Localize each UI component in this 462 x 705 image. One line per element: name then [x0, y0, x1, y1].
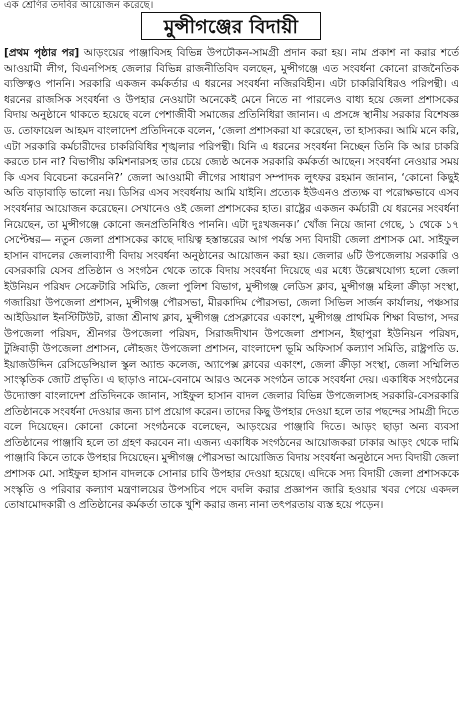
headline: মুন্সীগঞ্জের বিদায়ী — [141, 12, 321, 40]
article-paragraph — [4, 46, 459, 514]
clipped-previous-line: এক শ্রেণির তদবির আয়োজন করেছে। — [4, 0, 154, 11]
article-body — [4, 46, 459, 698]
continuation-lead: [প্রথম পৃষ্ঠার পর] — [4, 47, 80, 59]
article-text: আড়ংয়ের পাঞ্জাবিসহ বিভিন্ন উপঢৌকন-সামগ্রী প্রদান করা হয়। নাম প্রকাশ না করার শর্তে আওয়ামী লীগ, বিএনপিসহ জেলার বিভিন্ন রাজনীতিবিদ বলছেন, মুন্সীগঞ্জে এত সংবর্ধনা কোনো রাজনৈতিক ব্যক্তিত্বও পাননি। সরকারি একজন কর্মকর্তার এ ধরনের সংবর্ধনা নজিরবিহীন। এটা চাকরিবিধিরও পরিপন্থী। এ ধরনের রাজসিক সংবর্ধনা ও উপহার নেওয়াটা অনেকেই মেনে নিতে না পারলেও বাধ্য হয়ে জেলা প্রশাসকের বিদায় অনুষ্ঠানে থাকতে হয়েছে বলে পেশাজীবী সমাজের প্রতিনিধিরা জানান। এ প্রসঙ্গে স্থানীয় সরকার বিশেষজ্ঞ ড. তোফায়েল আহমদ বাংলাদেশ প্রতিদিনকে বলেন, ‘জেলা প্রশাসকরা যা করেছেন, তা হাস্যকর। আমি মনে করি, এটা সরকারি কর্মচারীদের চাকরিবিধির শৃঙ্খলার পরিপন্থী। যিনি এ ধরনের সংবর্ধনা নিচ্ছেন তিনি কি আর চাকরি করতে চান না? বিভাগীয় কমিশনারসহ তার চেয়ে জ্যেষ্ঠ অনেক সরকারি কর্মকর্তা আছেন। সংবর্ধনা নেওয়ার সময় কি এসব বিবেচনা করেননি?’ জেলা আওয়ামী লীগের সাধারণ সম্পাদক লুৎফর রহমান জানান, ‘কোনো কিছুই অতি বাড়াবাড়ি ভালো নয়। ডিসির এসব সংবর্ধনায় আমি যাইনি। প্রত্যেক ইউএনও প্রত্যক্ষ বা পরোক্ষভাবে এসব সংবর্ধনার আয়োজন করেছেন। সেখানেও ওই জেলা প্রশাসকের হাত। রাষ্ট্রের একজন কর্মচারী যে ধরনের সংবর্ধনা নিয়েছেন, তা মুন্সীগঞ্জে কোনো জনপ্রতিনিধিও পাননি। এটা দুঃখজনক।’ খোঁজ নিয়ে জানা গেছে, ১ থেকে ১৭ সেপ্টেম্বর— নতুন জেলা প্রশাসকের কাছে দায়িত্ব হস্তান্তরের আগ পর্যন্ত সদ্য বিদায়ী জেলা প্রশাসক মো. সাইফুল হাসান বাদলের জেলাব্যাপী বিদায় সংবর্ধনা অনুষ্ঠানের আয়োজন করা হয়। জেলার ৬টি উপজেলায় সরকারি ও বেসরকারি যেসব প্রতিষ্ঠান ও সংগঠন থেকে তাকে বিদায় সংবর্ধনা দিয়েছে এর মধ্যে উল্লেখযোগ্য হলো জেলা ইউনিয়ন পরিষদ সেক্রেটারি সমিতি, জেলা পুলিশ বিভাগ, মুন্সীগঞ্জ লেডিস ক্লাব, মুন্সীগঞ্জ মহিলা ক্রীড়া সংস্থা, গজারিয়া উপজেলা প্রশাসন, মুন্সীগঞ্জ পৌরসভা, মীরকাদিম পৌরসভা, জেলা সিভিল সার্জন কার্যালয়, পঞ্চসার আইডিয়াল ইনস্টিটিউট, রাজা শ্রীনাথ ক্লাব, মুন্সীগঞ্জ প্রেসক্লাবের একাংশ, মুন্সীগঞ্জ প্রাথমিক শিক্ষা বিভাগ, সদর উপজেলা পরিষদ, শ্রীনগর উপজেলা পরিষদ, সিরাজদীখান উপজেলা প্রশাসন, ইছাপুরা ইউনিয়ন পরিষদ, টুঙ্গিবাড়ী উপজেলা প্রশাসন, লৌহজং উপজেলা প্রশাসন, বাংলাদেশ ভূমি অফিসার্স কল্যাণ সমিতি, রাষ্ট্রপতি ড. ইয়াজউদ্দিন রেসিডেন্সিয়াল স্কুল অ্যান্ড কলেজ, অ্যাপেক্স ক্লাবের একাংশ, জেলা ক্রীড়া সংস্থা, জেলা সম্মিলিত সাংস্কৃতিক জোট প্রভৃতি। এ ছাড়াও নামে-বেনামে আরও অনেক সংগঠন তাকে সংবর্ধনা দেয়। একাধিক সংগঠনের উদ্যোক্তা বাংলাদেশ প্রতিদিনকে জানান, সাইফুল হাসান বাদল জেলার বিভিন্ন উপজেলাসহ সরকারি-বেসরকারি প্রতিষ্ঠানকে সংবর্ধনা দেওয়ার জন্য চাপ প্রয়োগ করেন। তাদের কিছু উপহার দেওয়া হলে তার পছন্দের সামগ্রী দিতে বলে দিয়েছেন। কোনো কোনো সংগঠনকে বলেছেন, আড়ংয়ের পাঞ্জাবি দিতে। আড়ং ছাড়া অন্য ব্যবসা প্রতিষ্ঠানের পাঞ্জাবি হলে তা গ্রহণ করবেন না। এজন্য একাধিক সংগঠনের আয়োজকরা ঢাকার আড়ং থেকে দামি পাঞ্জাবি কিনে তাকে উপহার দিয়েছেন। মুন্সীগঞ্জ পৌরসভা আয়োজিত বিদায় সংবর্ধনা অনুষ্ঠানে সদ্য বিদায়ী জেলা প্রশাসক মো. সাইফুল হাসান বাদলকে সোনার চাবি উপহার দেওয়া হয়েছে। এদিকে সদ্য বিদায়ী জেলা প্রশাসককে সংস্কৃতি ও পরিবার কল্যাণ মন্ত্রণালয়ের উপসচিব পদে বদলি করার প্রজ্ঞাপন জারি হওয়ার খবর পেয়ে একদল তোষামোদকারী ও প্রতিষ্ঠানের কর্মকর্তা তাকে খুশি করার জন্য নানা তৎপরতায় ব্যস্ত হয়ে পড়েন। — [4, 47, 459, 512]
headline-container — [0, 12, 462, 42]
